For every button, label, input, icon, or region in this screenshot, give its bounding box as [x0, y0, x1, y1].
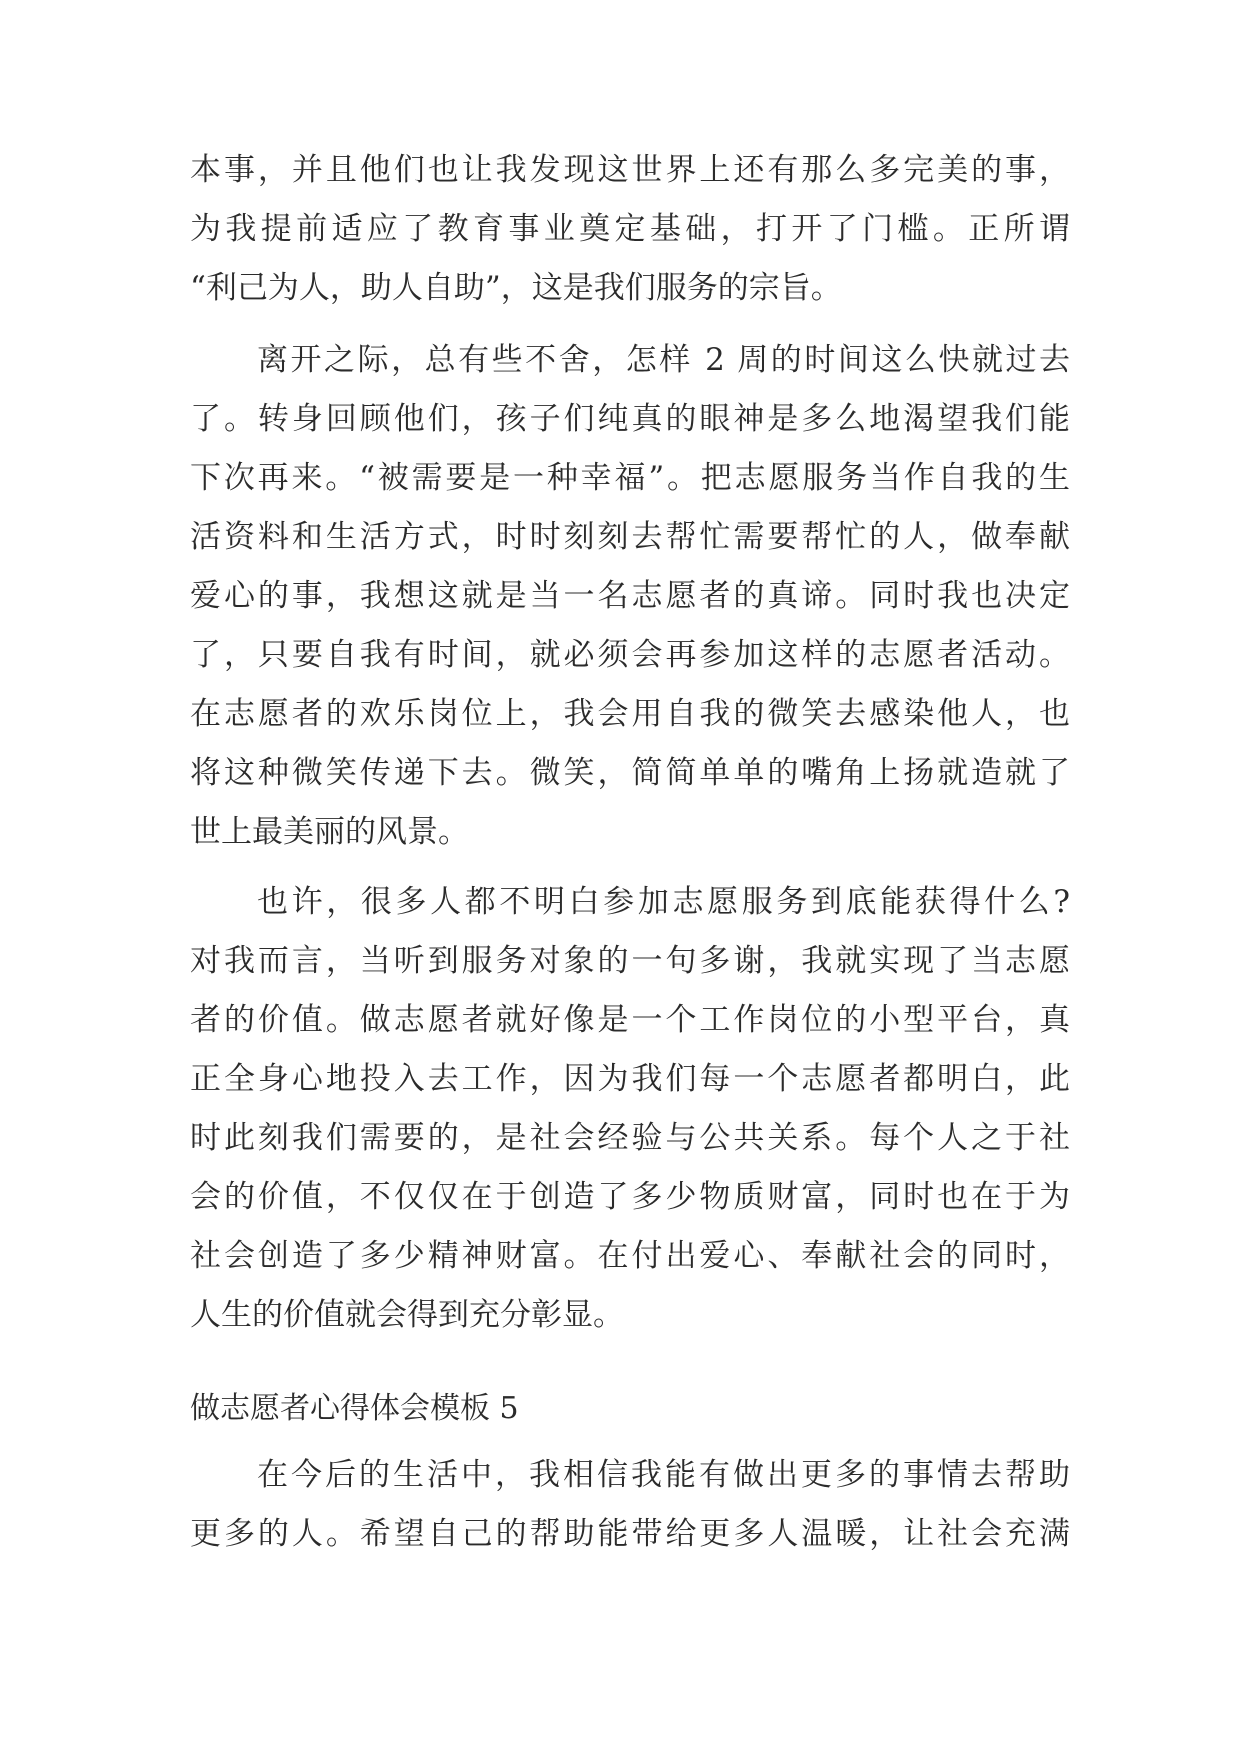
paragraph-1-line-2: 为我提前适应了教育事业奠定基础，打开了门槛。正所谓	[190, 211, 1070, 247]
paragraph-3-line-4: 正全身心地投入去工作，因为我们每一个志愿者都明白，此	[190, 1061, 1070, 1097]
paragraph-3-line-7: 社会创造了多少精神财富。在付出爱心、奉献社会的同时，	[190, 1238, 1070, 1274]
paragraph-2-line-8: 将这种微笑传递下去。微笑，简简单单的嘴角上扬就造就了	[190, 755, 1070, 791]
paragraph-3-line-2: 对我而言，当听到服务对象的一句多谢，我就实现了当志愿	[190, 943, 1070, 979]
paragraph-4-line-1: 在今后的生活中，我相信我能有做出更多的事情去帮助	[257, 1457, 1070, 1493]
paragraph-2-line-2: 了。转身回顾他们，孩子们纯真的眼神是多么地渴望我们能	[190, 401, 1070, 437]
paragraph-3-line-8: 人生的价值就会得到充分彰显。	[190, 1297, 624, 1333]
paragraph-3-line-6: 会的价值，不仅仅在于创造了多少物质财富，同时也在于为	[190, 1179, 1070, 1215]
paragraph-3-line-5: 时此刻我们需要的，是社会经验与公共关系。每个人之于社	[190, 1120, 1070, 1156]
section-heading: 做志愿者心得体会模板 5	[190, 1391, 519, 1426]
paragraph-3-line-1: 也许，很多人都不明白参加志愿服务到底能获得什么?	[257, 884, 1070, 920]
paragraph-4-line-2: 更多的人。希望自己的帮助能带给更多人温暖，让社会充满	[190, 1516, 1070, 1552]
paragraph-2-line-6: 了，只要自我有时间，就必须会再参加这样的志愿者活动。	[190, 637, 1070, 673]
paragraph-2-line-4: 活资料和生活方式，时时刻刻去帮忙需要帮忙的人，做奉献	[190, 519, 1070, 555]
paragraph-2-line-9: 世上最美丽的风景。	[190, 814, 469, 850]
paragraph-2-line-5: 爱心的事，我想这就是当一名志愿者的真谛。同时我也决定	[190, 578, 1070, 614]
paragraph-3-line-3: 者的价值。做志愿者就好像是一个工作岗位的小型平台，真	[190, 1002, 1070, 1038]
paragraph-2-line-3: 下次再来。“被需要是一种幸福”。把志愿服务当作自我的生	[190, 460, 1070, 496]
paragraph-1-line-3: “利己为人，助人自助”，这是我们服务的宗旨。	[190, 270, 842, 306]
paragraph-2-line-1: 离开之际，总有些不舍，怎样 2 周的时间这么快就过去	[257, 342, 1070, 378]
paragraph-2-line-7: 在志愿者的欢乐岗位上，我会用自我的微笑去感染他人，也	[190, 696, 1070, 732]
paragraph-1-line-1: 本事，并且他们也让我发现这世界上还有那么多完美的事，	[190, 152, 1070, 188]
